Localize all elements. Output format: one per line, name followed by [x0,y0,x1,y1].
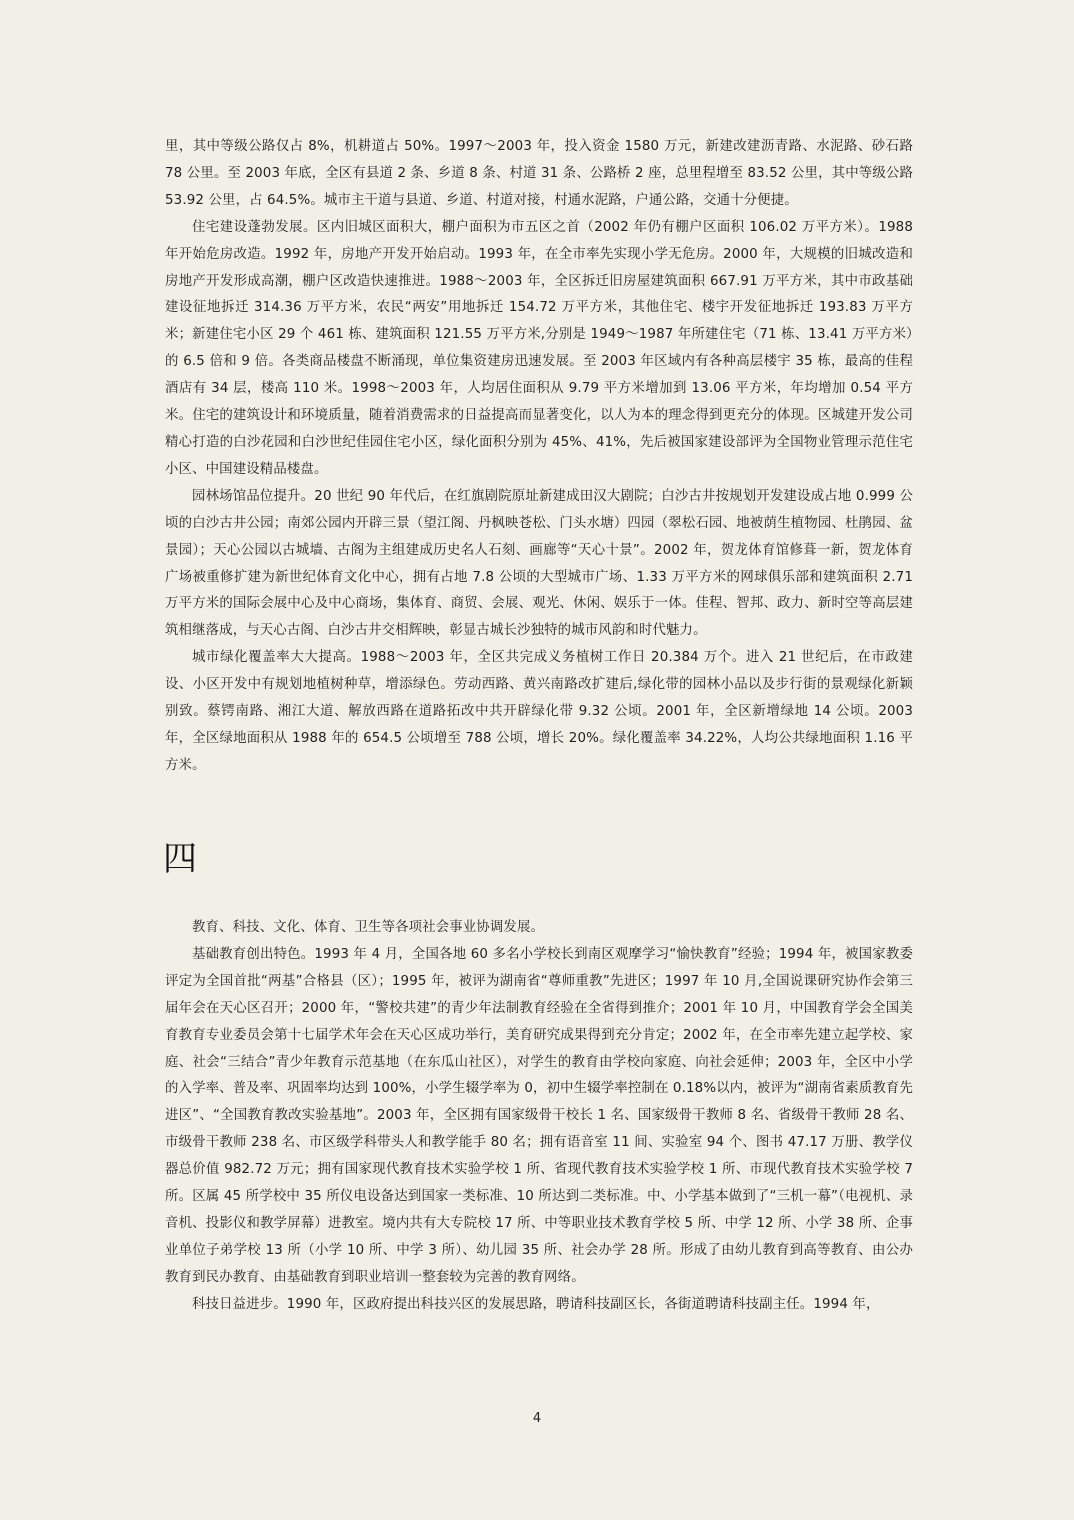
top-text-block [165,134,913,780]
paragraph-social-overview: 教育、科技、文化、体育、卫生等各项社会事业协调发展。 [192,920,545,935]
paragraph-basic-education: 基础教育创出特色。1993 年 4 月，全国各地 60 多名小学校长到南区观摩学习“愉快教育”经验；1994 年，被国家教委评定为全国首批“两基”合格县（区）；1995 年，被评为湖南省“尊师重教”先进区；1997 年 10 月,全国说课研究协作会第三届年会在天心区召开；2000 年，“警校共建”的青少年法制教育经验在全省得到推介；2001 年 10 月，中国教育学会全国美育教育专业委员会第十七届学术年会在天心区成功举行，美育研究成果得到充分肯定；2002 年，在全市率先建立起学校、家庭、社会“三结合”青少年教育示范基地（在东瓜山社区），对学生的教育由学校向家庭、向社会延伸；2003 年，全区中小学的入学率、普及率、巩固率均达到 100%，小学生辍学率为 0，初中生辍学率控制在 0.18%以内，被评为“湖南省素质教育先进区”、“全国教育教改实验基地”。2003 年，全区拥有国家级骨干校长 1 名、国家级骨干教师 8 名、省级骨干教师 28 名、市级骨干教师 238 名、市区级学科带头人和教学能手 80 名；拥有语音室 11 间、实验室 94 个、图书 47.17 万册、教学仪器总价值 982.72 万元；拥有国家现代教育技术实验学校 1 所、省现代教育技术实验学校 1 所、市现代教育技术实验学校 7 所。区属 45 所学校中 35 所仪电设备达到国家一类标准、10 所达到二类标准。中、小学基本做到了“三机一幕”（电视机、录音机、投影仪和教学屏幕）进教室。境内共有大专院校 17 所、中等职业技术教育学校 5 所、中学 12 所、小学 38 所、企事业单位子弟学校 13 所（小学 10 所、中学 3 所）、幼儿园 35 所、社会办学 28 所。形成了由幼儿教育到高等教育、由公办教育到民办教育、由基础教育到职业培训一整套较为完善的教育网络。 [165,946,913,1285]
paragraph-housing: 住宅建设蓬勃发展。区内旧城区面积大，棚户面积为市五区之首（2002 年仍有棚户区面积 106.02 万平方米）。1988 年开始危房改造。1992 年，房地产开发开始启动。1993 年，在全市率先实现小学无危房。2000 年，大规模的旧城改造和房地产开发形成高潮，棚户区改造快速推进。1988～2003 年，全区拆迁旧房屋建筑面积 667.91 万平方米，其中市政基础建设征地拆迁 314.36 万平方米，农民“两安”用地拆迁 154.72 万平方米，其他住宅、楼宇开发征地拆迁 193.83 万平方米；新建住宅小区 29 个 461 栋、建筑面积 121.55 万平方米,分别是 1949～1987 年所建住宅（71 栋、13.41 万平方米）的 6.5 倍和 9 倍。各类商品楼盘不断涌现，单位集资建房迅速发展。至 2003 年区域内有各种高层楼宇 35 栋，最高的佳程酒店有 34 层，楼高 110 米。1998～2003 年，人均居住面积从 9.79 平方米增加到 13.06 平方米，年均增加 0.54 平方米。住宅的建筑设计和环境质量，随着消费需求的日益提高而显著变化，以人为本的理念得到更充分的体现。区城建开发公司精心打造的白沙花园和白沙世纪佳园住宅小区，绿化面积分别为 45%、41%，先后被国家建设部评为全国物业管理示范住宅小区、中国建设精品楼盘。 [165,219,913,477]
page-number: 4 [532,1411,542,1426]
paragraph-transport-continued: 里，其中等级公路仅占 8%，机耕道占 50%。1997～2003 年，投入资金 1580 万元，新建改建沥青路、水泥路、砂石路 78 公里。至 2003 年底，全区有县道 2 条、乡道 8 条、村道 31 条、公路桥 2 座，总里程增至 83.52 公里，其中等级公路 53.92 公里，占 64.5%。城市主干道与县道、乡道、村道对接，村通水泥路，户通公路，交通十分便捷。 [165,139,913,208]
paragraph-science-tech: 科技日益进步。1990 年，区政府提出科技兴区的发展思路，聘请科技副区长，各街道聘请科技副主任。1994 年， [192,1296,880,1312]
paragraph-parks-venues: 园林场馆品位提升。20 世纪 90 年代后，在红旗剧院原址新建成田汉大剧院；白沙古井按规划开发建设成占地 0.999 公顷的白沙古井公园；南郊公园内开辟三景（望江阁、丹枫映苍松、门头水塘）四园（翠松石园、地被荫生植物园、杜鹃园、盆景园）；天心公园以古城墙、古阁为主组建成历史名人石刻、画廊等“天心十景”。2002 年，贺龙体育馆修葺一新，贺龙体育广场被重修扩建为新世纪体育文化中心，拥有占地 7.8 公顷的大型城市广场、1.33 万平方米的网球俱乐部和建筑面积 2.71 万平方米的国际会展中心及中心商场，集体育、商贸、会展、观光、休闲、娱乐于一体。佳程、智邦、政力、新时空等高层建筑相继落成，与天心古阁、白沙古井交相辉映，彰显古城长沙独特的城市风韵和时代魅力。 [165,488,913,639]
paragraph-greening: 城市绿化覆盖率大大提高。1988～2003 年，全区共完成义务植树工作日 20.384 万个。进入 21 世纪后，在市政建设、小区开发中有规划地植树种草，增添绿色。劳动西路、黄兴南路改扩建后,绿化带的园林小品以及步行街的景观绿化新颖别致。蔡锷南路、湘江大道、解放西路在道路拓改中共开辟绿化带 9.32 公顷。2001 年，全区新增绿地 14 公顷。2003 年，全区绿地面积从 1988 年的 654.5 公顷增至 788 公顷，增长 20%。绿化覆盖率 34.22%，人均公共绿地面积 1.16 平方米。 [165,650,913,773]
section-heading: 四 [163,839,197,879]
bottom-text-block [165,915,913,1319]
